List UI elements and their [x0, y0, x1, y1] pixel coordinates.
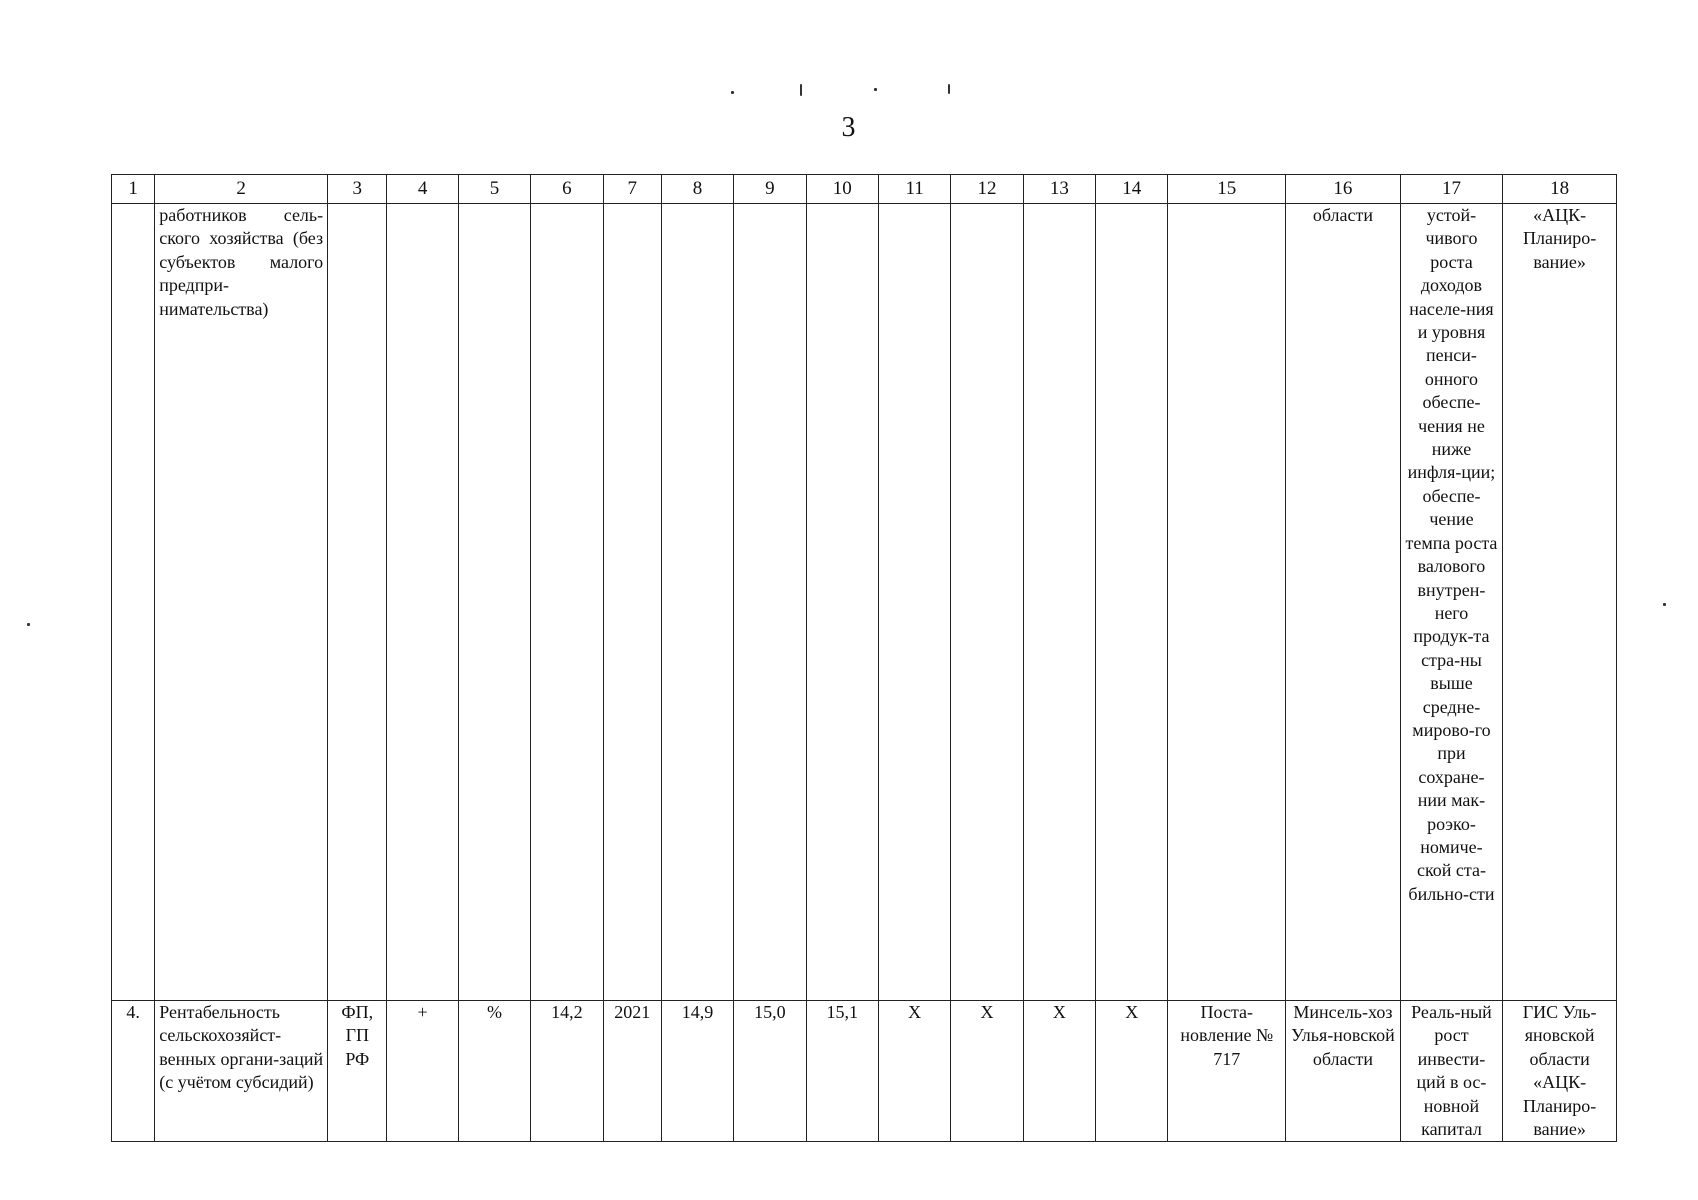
- goal-cell: Реаль-ный рост инвести-ций в ос-новной капитал: [1400, 1001, 1503, 1142]
- scan-artifact: [27, 623, 30, 626]
- table-cell: +: [387, 1001, 458, 1142]
- column-header: 10: [806, 175, 878, 204]
- column-header: 4: [387, 175, 458, 204]
- scan-artifact: [731, 91, 734, 94]
- indicator-table: [111, 174, 1617, 1142]
- column-header: 13: [1023, 175, 1095, 204]
- table-cell: %: [458, 1001, 530, 1142]
- table-cell: 14,9: [661, 1001, 733, 1142]
- indicator-name-cell: работников сель-ского хозяйства (без субъектов малого предпри-нимательства): [155, 204, 328, 1001]
- indicator-name-cell: Рентабельность сельскохозяйст-венных органи-заций (с учётом субсидий): [155, 1001, 328, 1142]
- table-cell: X: [951, 1001, 1023, 1142]
- responsible-cell: области: [1286, 204, 1401, 1001]
- table-row: [112, 204, 1617, 1001]
- table-header-row: [112, 175, 1617, 204]
- column-header: 8: [661, 175, 733, 204]
- column-header: 3: [328, 175, 387, 204]
- scan-artifact: [1663, 603, 1666, 606]
- table-row: [112, 1001, 1617, 1142]
- column-header: 6: [531, 175, 603, 204]
- table-cell: ФП, ГП РФ: [328, 1001, 387, 1142]
- table-cell: [458, 204, 530, 1001]
- table-cell: [328, 204, 387, 1001]
- column-header: 16: [1286, 175, 1401, 204]
- table-cell: [951, 204, 1023, 1001]
- table-cell: X: [1096, 1001, 1168, 1142]
- column-header: 5: [458, 175, 530, 204]
- table-cell: [387, 204, 458, 1001]
- table-cell: [531, 204, 603, 1001]
- table-cell: 14,2: [531, 1001, 603, 1142]
- table-cell: [1168, 204, 1286, 1001]
- scan-artifact: [874, 88, 877, 91]
- column-header: 9: [734, 175, 806, 204]
- scan-artifact: [800, 84, 802, 96]
- goal-cell: устой-чивого роста доходов населе-ния и уровня пенси-онного обеспе-чения не ниже инфля-ции; обеспе-чение темпа роста валового внутрен-него продук-та стра-ны выше средне-мирово-го при сохране-нии мак-роэко-номиче-ской ста-бильно-сти: [1400, 204, 1503, 1001]
- column-header: 17: [1400, 175, 1503, 204]
- column-header: 1: [112, 175, 155, 204]
- responsible-cell: Минсель-хоз Улья-новской области: [1286, 1001, 1401, 1142]
- column-header: 11: [878, 175, 950, 204]
- table-cell: 15,1: [806, 1001, 878, 1142]
- column-header: 2: [155, 175, 328, 204]
- column-header: 15: [1168, 175, 1286, 204]
- table-cell: [1023, 204, 1095, 1001]
- table-cell: [1096, 204, 1168, 1001]
- column-header: 14: [1096, 175, 1168, 204]
- table-cell: [734, 204, 806, 1001]
- table-cell: X: [1023, 1001, 1095, 1142]
- table-cell: 2021: [603, 1001, 661, 1142]
- scan-artifact: [948, 84, 950, 94]
- column-header: 18: [1503, 175, 1617, 204]
- table-cell: [112, 204, 155, 1001]
- table-cell: [878, 204, 950, 1001]
- table-cell: [603, 204, 661, 1001]
- table-cell: 15,0: [734, 1001, 806, 1142]
- table-cell: X: [878, 1001, 950, 1142]
- document-cell: Поста-новление № 717: [1168, 1001, 1286, 1142]
- source-cell: «АЦК-Планиро-вание»: [1503, 204, 1617, 1001]
- row-number-cell: 4.: [112, 1001, 155, 1142]
- source-cell: ГИС Уль-яновской области «АЦК-Планиро-вание»: [1503, 1001, 1617, 1142]
- table-cell: [661, 204, 733, 1001]
- page-number: 3: [841, 112, 857, 143]
- column-header: 7: [603, 175, 661, 204]
- column-header: 12: [951, 175, 1023, 204]
- table-cell: [806, 204, 878, 1001]
